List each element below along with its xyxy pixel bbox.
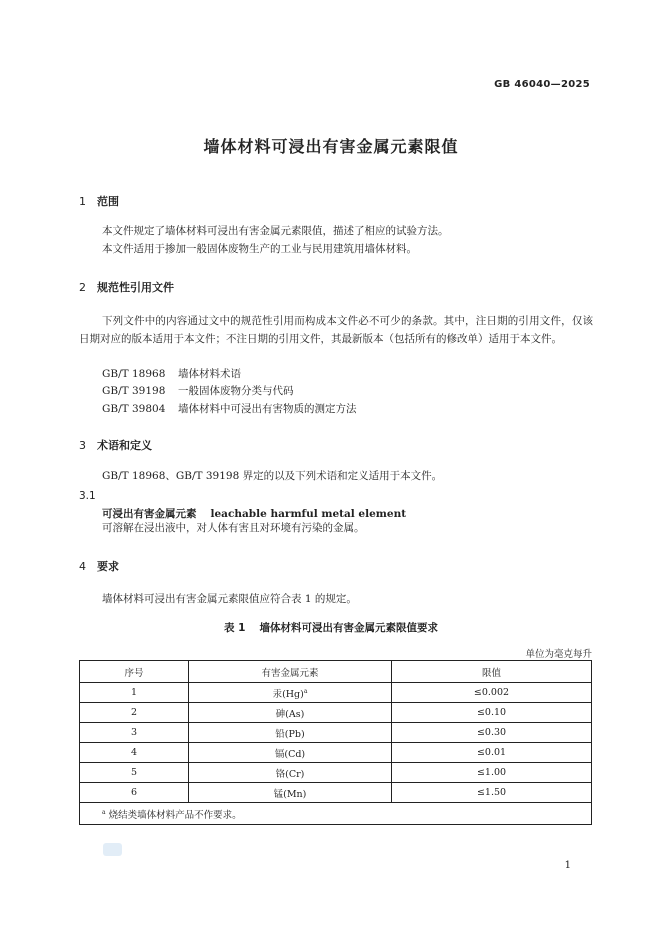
watermark-logo	[103, 843, 122, 856]
paragraph: 本文件规定了墙体材料可浸出有害金属元素限值，描述了相应的试验方法。	[102, 225, 449, 237]
table-footnote: $^a$ 烧结类墙体材料产品不作要求。	[80, 803, 592, 825]
table-header-row	[80, 661, 592, 683]
cell-limit: ≤1.50	[392, 783, 592, 803]
term-chinese: 可浸出有害金属元素	[102, 508, 197, 520]
term-heading	[102, 506, 406, 521]
cell-element: 砷(As)	[189, 703, 392, 723]
table-caption	[0, 620, 662, 635]
section-title: 规范性引用文件	[97, 281, 174, 294]
reference-name: 墙体材料中可浸出有害物质的测定方法	[178, 403, 357, 415]
cell-element: 汞$(Hg)^a$	[189, 683, 392, 703]
term-english: leachable harmful metal element	[210, 508, 407, 520]
reference-code: GB/T 39198	[102, 385, 166, 397]
footnote-mark: a	[303, 687, 308, 695]
section-2-heading	[79, 279, 174, 295]
cell-no: 3	[80, 723, 189, 743]
term-definition: 可溶解在浸出液中，对人体有害且对环境有污染的金属。	[102, 522, 365, 534]
table-unit: 单位为毫克每升	[525, 649, 592, 660]
reference-item	[102, 383, 294, 398]
table-note-row	[80, 803, 592, 825]
reference-code: GB/T 18968	[102, 368, 166, 380]
table-label: 表 1	[224, 622, 246, 634]
standard-number: GB 46040—2025	[494, 79, 590, 90]
cell-no: 2	[80, 703, 189, 723]
table-row	[80, 683, 592, 703]
column-header: 有害金属元素	[189, 661, 392, 683]
column-header: 序号	[80, 661, 189, 683]
table-row	[80, 703, 592, 723]
cell-limit: ≤0.002	[392, 683, 592, 703]
cell-no: 1	[80, 683, 189, 703]
reference-name: 一般固体废物分类与代码	[178, 385, 294, 397]
table-row	[80, 783, 592, 803]
section-title: 范围	[97, 195, 119, 208]
paragraph: GB/T 18968、GB/T 39198 界定的以及下列术语和定义适用于本文件。	[102, 470, 443, 482]
column-header: 限值	[392, 661, 592, 683]
footnote-mark: a	[102, 808, 106, 816]
section-1-heading	[79, 193, 119, 209]
reference-name: 墙体材料术语	[178, 368, 241, 380]
page-number: 1	[564, 860, 571, 871]
section-number: 4	[79, 560, 86, 573]
cell-element: 铅(Pb)	[189, 723, 392, 743]
reference-item	[102, 401, 357, 416]
table-row	[80, 763, 592, 783]
section-number: 3	[79, 439, 86, 452]
section-number: 1	[79, 195, 86, 208]
cell-element: 铬(Cr)	[189, 763, 392, 783]
section-4-heading	[79, 558, 119, 574]
paragraph: 下列文件中的内容通过文中的规范性引用而构成本文件必不可少的条款。其中，注日期的引用文件，仅该日期对应的版本适用于本文件；不注日期的引用文件，其最新版本（包括所有的修改单）适用于本文件。	[79, 315, 593, 345]
document-title: 墙体材料可浸出有害金属元素限值	[203, 137, 459, 156]
table-row	[80, 743, 592, 763]
cell-limit: ≤0.30	[392, 723, 592, 743]
cell-element: 锰(Mn)	[189, 783, 392, 803]
cell-element: 镉(Cd)	[189, 743, 392, 763]
limits-table	[79, 660, 592, 825]
cell-limit: ≤1.00	[392, 763, 592, 783]
section-number: 2	[79, 281, 86, 294]
reference-code: GB/T 39804	[102, 403, 166, 415]
paragraph: 本文件适用于掺加一般固体废物生产的工业与民用建筑用墙体材料。	[102, 243, 417, 255]
cell-no: 4	[80, 743, 189, 763]
section-title: 术语和定义	[97, 439, 152, 452]
paragraph: 墙体材料可浸出有害金属元素限值应符合表 1 的规定。	[102, 593, 357, 605]
cell-no: 5	[80, 763, 189, 783]
section-3-heading	[79, 437, 152, 453]
section-title: 要求	[97, 560, 119, 573]
cell-no: 6	[80, 783, 189, 803]
reference-item	[102, 366, 241, 381]
cell-limit: ≤0.01	[392, 743, 592, 763]
table-row	[80, 723, 592, 743]
cell-limit: ≤0.10	[392, 703, 592, 723]
table-title: 墙体材料可浸出有害金属元素限值要求	[259, 622, 438, 634]
term-number: 3.1	[79, 490, 96, 502]
